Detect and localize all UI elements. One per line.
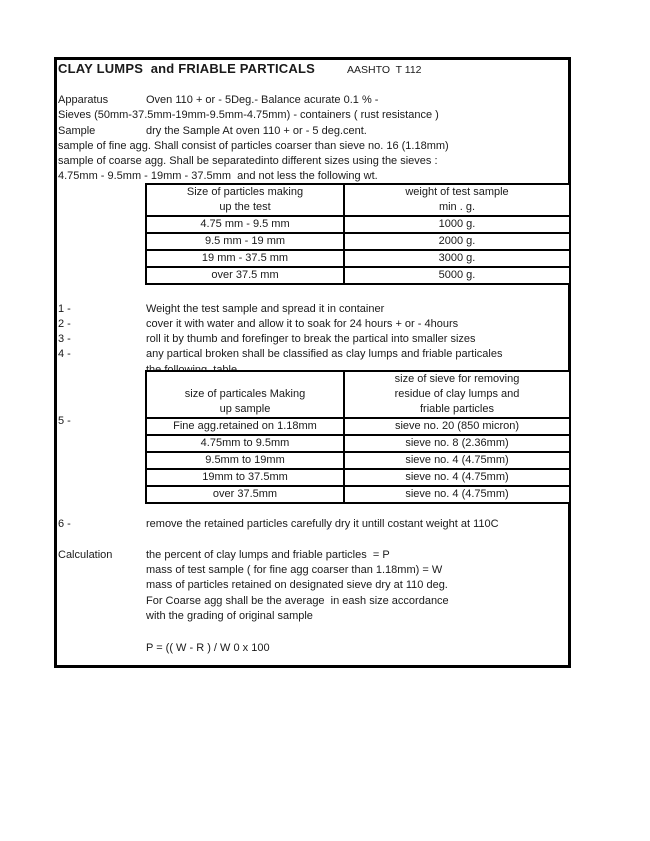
table-header-row (146, 184, 570, 216)
header-cell-sieve: size of sieve for removing residue of clay lumps and friable particles (344, 371, 570, 418)
size-cell: 9.5mm to 19mm (146, 452, 344, 469)
header-cell-weight: weight of test sample min . g. (344, 184, 570, 216)
apparatus-label: Apparatus (58, 94, 109, 106)
weight-cell: 3000 g. (344, 250, 570, 267)
size-cell: Fine agg.retained on 1.18mm (146, 418, 344, 435)
calculation-line (58, 548, 390, 563)
header-cell-size: Size of particles making up the test (146, 184, 344, 216)
document-title: CLAY LUMPS and FRIABLE PARTICALS (58, 61, 315, 76)
size-cell: 4.75mm to 9.5mm (146, 435, 344, 452)
size-cell: over 37.5mm (146, 486, 344, 503)
calculation-text: mass of particles retained on designated sieve dry at 110 deg. (146, 579, 448, 591)
sieve-size-table (145, 370, 571, 504)
sample-weight-table (145, 183, 571, 285)
step-number: 2 - (58, 318, 71, 330)
sieves-line: Sieves (50mm-37.5mm-19mm-9.5mm-4.75mm) - containers ( rust resistance ) (58, 109, 439, 121)
step-number: 5 - (58, 415, 71, 427)
sizes-line: 4.75mm - 9.5mm - 19mm - 37.5mm and not less the following wt. (58, 170, 378, 182)
table-row (146, 267, 570, 284)
sample-line (58, 124, 367, 139)
table-row (146, 452, 570, 469)
table-row (146, 250, 570, 267)
step-text: remove the retained particles carefully dry it untill costant weight at 110C (146, 518, 499, 530)
step-number: 1 - (58, 303, 71, 315)
fine-agg-line: sample of fine agg. Shall consist of particles coarser than sieve no. 16 (1.18mm) (58, 140, 449, 152)
calculation-text: mass of test sample ( for fine agg coarser than 1.18mm) = W (146, 564, 443, 576)
calculation-text: the percent of clay lumps and friable particles = P (146, 549, 390, 561)
procedure-step (58, 414, 71, 429)
calculation-label: Calculation (58, 549, 113, 561)
standard-reference: AASHTO T 112 (347, 64, 422, 76)
step-number: 4 - (58, 348, 71, 360)
sieve-cell: sieve no. 4 (4.75mm) (344, 469, 570, 486)
sieve-cell: sieve no. 20 (850 micron) (344, 418, 570, 435)
sieve-cell: sieve no. 8 (2.36mm) (344, 435, 570, 452)
formula-text: P = (( W - R ) / W 0 x 100 (146, 642, 270, 654)
table-row (146, 486, 570, 503)
size-cell: 19 mm - 37.5 mm (146, 250, 344, 267)
procedure-step (58, 517, 499, 532)
coarse-agg-line: sample of coarse agg. Shall be separatedinto different sizes using the sieves : (58, 155, 438, 167)
size-cell: 19mm to 37.5mm (146, 469, 344, 486)
calculation-text: with the grading of original sample (146, 610, 313, 622)
step-text: Weight the test sample and spread it in container (146, 303, 385, 315)
procedure-step (58, 347, 503, 362)
document-frame (54, 57, 571, 668)
table-row (146, 469, 570, 486)
sieve-cell: sieve no. 4 (4.75mm) (344, 486, 570, 503)
procedure-step (58, 302, 385, 317)
step-text: roll it by thumb and forefinger to break the partical into smaller sizes (146, 333, 476, 345)
sample-label: Sample (58, 125, 96, 137)
table-row (146, 435, 570, 452)
table-header-row (146, 371, 570, 418)
weight-cell: 5000 g. (344, 267, 570, 284)
procedure-step (58, 332, 476, 347)
weight-cell: 2000 g. (344, 233, 570, 250)
table-row (146, 216, 570, 233)
size-cell: over 37.5 mm (146, 267, 344, 284)
step-text: cover it with water and allow it to soak for 24 hours + or - 4hours (146, 318, 459, 330)
apparatus-value: Oven 110 + or - 5Deg.- Balance acurate 0.1 % - (146, 94, 379, 106)
size-cell: 4.75 mm - 9.5 mm (146, 216, 344, 233)
size-cell: 9.5 mm - 19 mm (146, 233, 344, 250)
step-number: 6 - (58, 518, 71, 530)
table-row (146, 418, 570, 435)
step-number: 3 - (58, 333, 71, 345)
procedure-step (58, 317, 459, 332)
table-row (146, 233, 570, 250)
sieve-cell: sieve no. 4 (4.75mm) (344, 452, 570, 469)
step-text: any partical broken shall be classified as clay lumps and friable particales (146, 348, 503, 360)
sample-value: dry the Sample At oven 110 + or - 5 deg.cent. (146, 125, 367, 137)
apparatus-line (58, 93, 379, 108)
calculation-text: For Coarse agg shall be the average in eash size accordance (146, 595, 449, 607)
weight-cell: 1000 g. (344, 216, 570, 233)
header-cell-size: size of particales Making up sample (146, 371, 344, 418)
